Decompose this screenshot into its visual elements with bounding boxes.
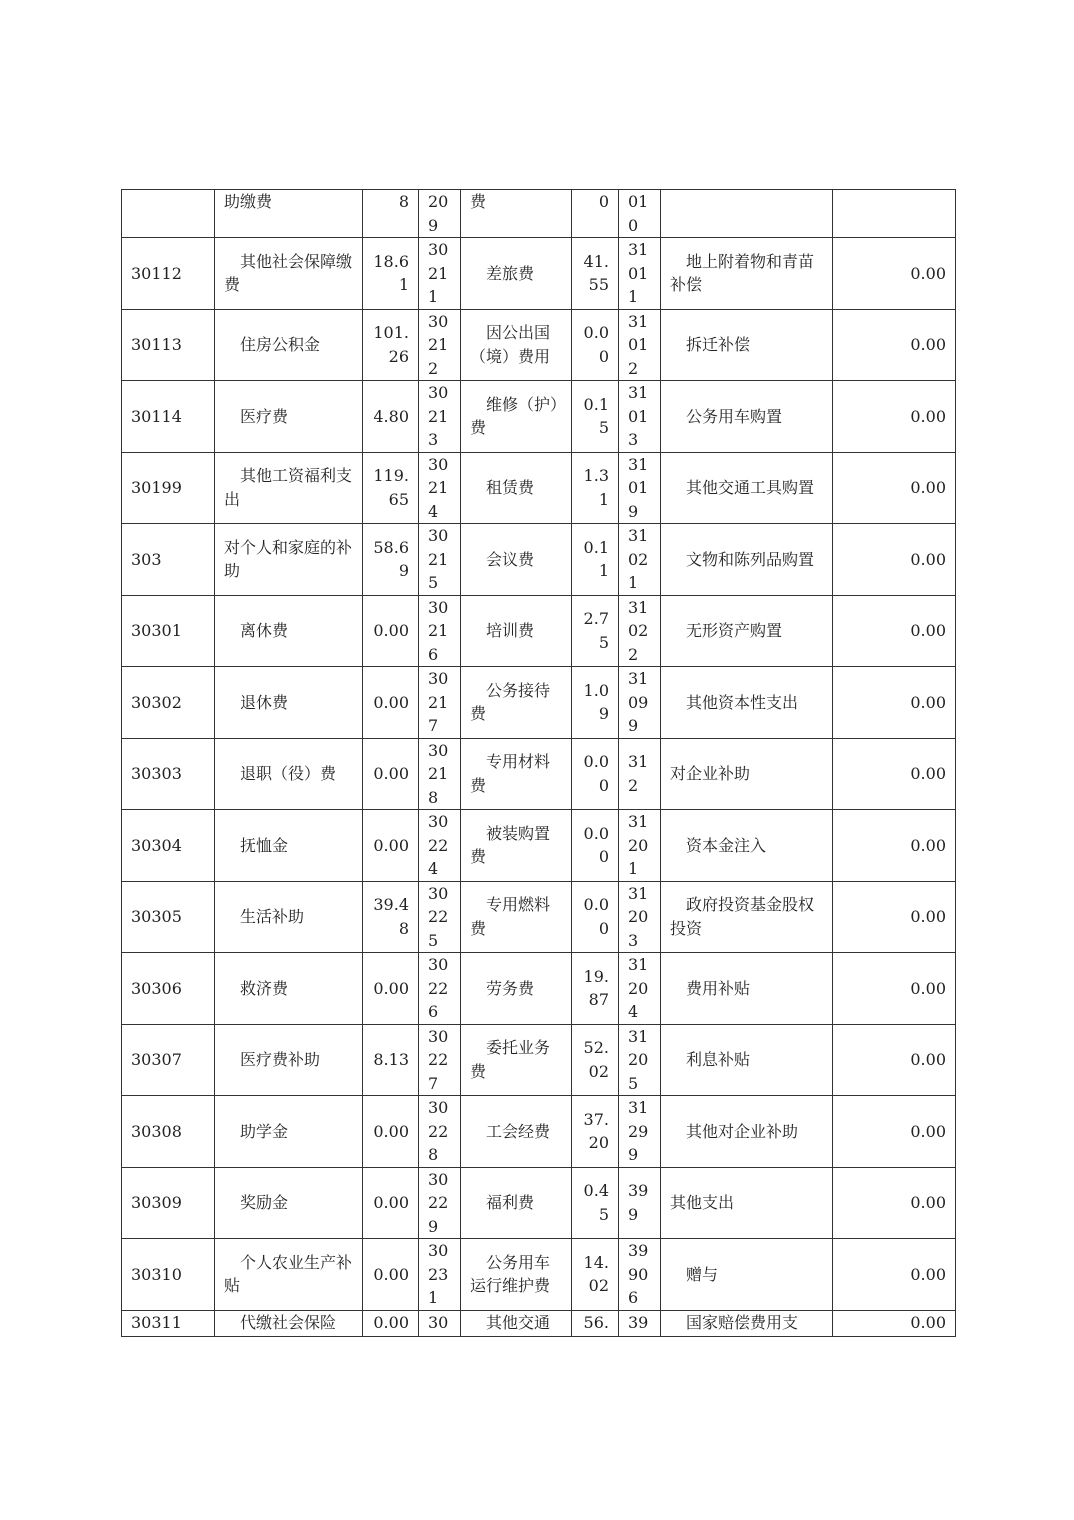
amount-cell: 8.13 [363, 1024, 419, 1096]
name-cell: 其他社会保障缴费 [215, 238, 363, 310]
code-cell: 30227 [419, 1024, 461, 1096]
name-cell: 租赁费 [461, 452, 572, 524]
amount-cell: 0.00 [572, 810, 619, 882]
table-cell [122, 190, 215, 238]
amount-cell: 0.00 [833, 1239, 956, 1311]
name-cell: 其他对企业补助 [661, 1096, 833, 1168]
amount-cell: 1.09 [572, 667, 619, 739]
amount-cell: 0.00 [572, 881, 619, 953]
table-row [122, 1310, 956, 1336]
table-row [122, 1096, 956, 1168]
amount-cell: 19.87 [572, 953, 619, 1025]
code-cell: 30301 [122, 595, 215, 667]
name-cell: 文物和陈列品购置 [661, 524, 833, 596]
name-cell: 资本金注入 [661, 810, 833, 882]
name-cell: 对个人和家庭的补助 [215, 524, 363, 596]
name-cell: 无形资产购置 [661, 595, 833, 667]
code-cell: 312 [619, 738, 661, 810]
name-cell: 其他交通 [461, 1310, 572, 1336]
code-cell: 31205 [619, 1024, 661, 1096]
name-cell: 地上附着物和青苗补偿 [661, 238, 833, 310]
amount-cell: 39.48 [363, 881, 419, 953]
table-row [122, 953, 956, 1025]
name-cell: 专用材料费 [461, 738, 572, 810]
name-cell: 退休费 [215, 667, 363, 739]
name-cell: 奖励金 [215, 1167, 363, 1239]
code-cell: 30309 [122, 1167, 215, 1239]
name-cell: 救济费 [215, 953, 363, 1025]
code-cell: 39906 [619, 1239, 661, 1311]
table-cell: 费 [461, 190, 572, 238]
amount-cell: 2.75 [572, 595, 619, 667]
code-cell: 31099 [619, 667, 661, 739]
code-cell: 31203 [619, 881, 661, 953]
code-cell: 30303 [122, 738, 215, 810]
amount-cell: 0.11 [572, 524, 619, 596]
amount-cell: 101.26 [363, 309, 419, 381]
code-cell: 30305 [122, 881, 215, 953]
name-cell: 医疗费补助 [215, 1024, 363, 1096]
name-cell: 培训费 [461, 595, 572, 667]
name-cell: 公务接待费 [461, 667, 572, 739]
name-cell: 国家赔偿费用支 [661, 1310, 833, 1336]
table-cell [661, 190, 833, 238]
table-cell: 助缴费 [215, 190, 363, 238]
code-cell: 30306 [122, 953, 215, 1025]
code-cell: 30229 [419, 1167, 461, 1239]
amount-cell: 0.00 [363, 1239, 419, 1311]
name-cell: 劳务费 [461, 953, 572, 1025]
amount-cell: 0.00 [833, 524, 956, 596]
name-cell: 维修（护）费 [461, 381, 572, 453]
code-cell: 31011 [619, 238, 661, 310]
name-cell: 费用补贴 [661, 953, 833, 1025]
code-cell: 30214 [419, 452, 461, 524]
amount-cell: 41.55 [572, 238, 619, 310]
code-cell: 31299 [619, 1096, 661, 1168]
code-cell: 30216 [419, 595, 461, 667]
code-cell: 31022 [619, 595, 661, 667]
amount-cell: 0.00 [363, 738, 419, 810]
table-cell: 0 [572, 190, 619, 238]
code-cell: 30113 [122, 309, 215, 381]
code-cell: 303 [122, 524, 215, 596]
amount-cell: 0.15 [572, 381, 619, 453]
amount-cell: 0.00 [572, 309, 619, 381]
name-cell: 委托业务费 [461, 1024, 572, 1096]
name-cell: 离休费 [215, 595, 363, 667]
name-cell: 助学金 [215, 1096, 363, 1168]
code-cell: 30 [419, 1310, 461, 1336]
table-row [122, 190, 956, 238]
code-cell: 30211 [419, 238, 461, 310]
amount-cell: 0.00 [833, 238, 956, 310]
amount-cell: 56. [572, 1310, 619, 1336]
name-cell: 退职（役）费 [215, 738, 363, 810]
name-cell: 差旅费 [461, 238, 572, 310]
code-cell: 30302 [122, 667, 215, 739]
amount-cell: 0.00 [363, 810, 419, 882]
table-row [122, 1239, 956, 1311]
code-cell: 30307 [122, 1024, 215, 1096]
name-cell: 赠与 [661, 1239, 833, 1311]
code-cell: 39 [619, 1310, 661, 1336]
amount-cell: 0.00 [363, 1310, 419, 1336]
code-cell: 30224 [419, 810, 461, 882]
code-cell: 30228 [419, 1096, 461, 1168]
code-cell: 30225 [419, 881, 461, 953]
table-row [122, 738, 956, 810]
amount-cell: 119.65 [363, 452, 419, 524]
code-cell: 31021 [619, 524, 661, 596]
name-cell: 福利费 [461, 1167, 572, 1239]
code-cell: 30114 [122, 381, 215, 453]
code-cell: 399 [619, 1167, 661, 1239]
amount-cell: 0.00 [833, 381, 956, 453]
name-cell: 医疗费 [215, 381, 363, 453]
table-cell: 010 [619, 190, 661, 238]
name-cell: 被装购置费 [461, 810, 572, 882]
name-cell: 公务用车运行维护费 [461, 1239, 572, 1311]
amount-cell: 0.00 [363, 595, 419, 667]
code-cell: 30215 [419, 524, 461, 596]
amount-cell: 52.02 [572, 1024, 619, 1096]
name-cell: 公务用车购置 [661, 381, 833, 453]
name-cell: 政府投资基金股权投资 [661, 881, 833, 953]
name-cell: 其他工资福利支出 [215, 452, 363, 524]
code-cell: 30226 [419, 953, 461, 1025]
name-cell: 其他交通工具购置 [661, 452, 833, 524]
amount-cell: 0.00 [833, 881, 956, 953]
code-cell: 30218 [419, 738, 461, 810]
name-cell: 利息补贴 [661, 1024, 833, 1096]
table-row [122, 309, 956, 381]
name-cell: 代缴社会保险 [215, 1310, 363, 1336]
code-cell: 31201 [619, 810, 661, 882]
amount-cell: 0.00 [363, 1167, 419, 1239]
table-row [122, 667, 956, 739]
name-cell: 工会经费 [461, 1096, 572, 1168]
code-cell: 30217 [419, 667, 461, 739]
table-row [122, 381, 956, 453]
amount-cell: 0.00 [572, 738, 619, 810]
name-cell: 个人农业生产补贴 [215, 1239, 363, 1311]
amount-cell: 0.00 [363, 1096, 419, 1168]
amount-cell: 0.00 [833, 738, 956, 810]
name-cell: 会议费 [461, 524, 572, 596]
code-cell: 30304 [122, 810, 215, 882]
code-cell: 30112 [122, 238, 215, 310]
code-cell: 30310 [122, 1239, 215, 1311]
amount-cell: 4.80 [363, 381, 419, 453]
amount-cell: 37.20 [572, 1096, 619, 1168]
code-cell: 30199 [122, 452, 215, 524]
amount-cell: 0.00 [833, 810, 956, 882]
name-cell: 拆迁补偿 [661, 309, 833, 381]
amount-cell: 0.00 [833, 595, 956, 667]
amount-cell: 0.00 [363, 953, 419, 1025]
code-cell: 31012 [619, 309, 661, 381]
amount-cell: 0.00 [833, 1310, 956, 1336]
name-cell: 生活补助 [215, 881, 363, 953]
table-row [122, 881, 956, 953]
amount-cell: 0.00 [833, 667, 956, 739]
amount-cell: 14.02 [572, 1239, 619, 1311]
table-row [122, 810, 956, 882]
table-row [122, 1167, 956, 1239]
table-row [122, 1024, 956, 1096]
name-cell: 因公出国（境）费用 [461, 309, 572, 381]
amount-cell: 0.00 [833, 309, 956, 381]
table-cell: 8 [363, 190, 419, 238]
amount-cell: 1.31 [572, 452, 619, 524]
code-cell: 31019 [619, 452, 661, 524]
code-cell: 30311 [122, 1310, 215, 1336]
table-cell [833, 190, 956, 238]
table-row [122, 238, 956, 310]
amount-cell: 0.00 [833, 1096, 956, 1168]
name-cell: 抚恤金 [215, 810, 363, 882]
amount-cell: 0.00 [833, 1024, 956, 1096]
amount-cell: 0.00 [833, 953, 956, 1025]
table-cell: 209 [419, 190, 461, 238]
code-cell: 30231 [419, 1239, 461, 1311]
amount-cell: 0.45 [572, 1167, 619, 1239]
amount-cell: 0.00 [833, 452, 956, 524]
code-cell: 31204 [619, 953, 661, 1025]
amount-cell: 0.00 [833, 1167, 956, 1239]
name-cell: 其他支出 [661, 1167, 833, 1239]
code-cell: 31013 [619, 381, 661, 453]
table-row [122, 595, 956, 667]
table-row [122, 452, 956, 524]
name-cell: 专用燃料费 [461, 881, 572, 953]
name-cell: 其他资本性支出 [661, 667, 833, 739]
amount-cell: 0.00 [363, 667, 419, 739]
amount-cell: 58.69 [363, 524, 419, 596]
table-row [122, 524, 956, 596]
amount-cell: 18.61 [363, 238, 419, 310]
name-cell: 对企业补助 [661, 738, 833, 810]
code-cell: 30212 [419, 309, 461, 381]
budget-table [121, 189, 956, 1337]
name-cell: 住房公积金 [215, 309, 363, 381]
code-cell: 30308 [122, 1096, 215, 1168]
code-cell: 30213 [419, 381, 461, 453]
